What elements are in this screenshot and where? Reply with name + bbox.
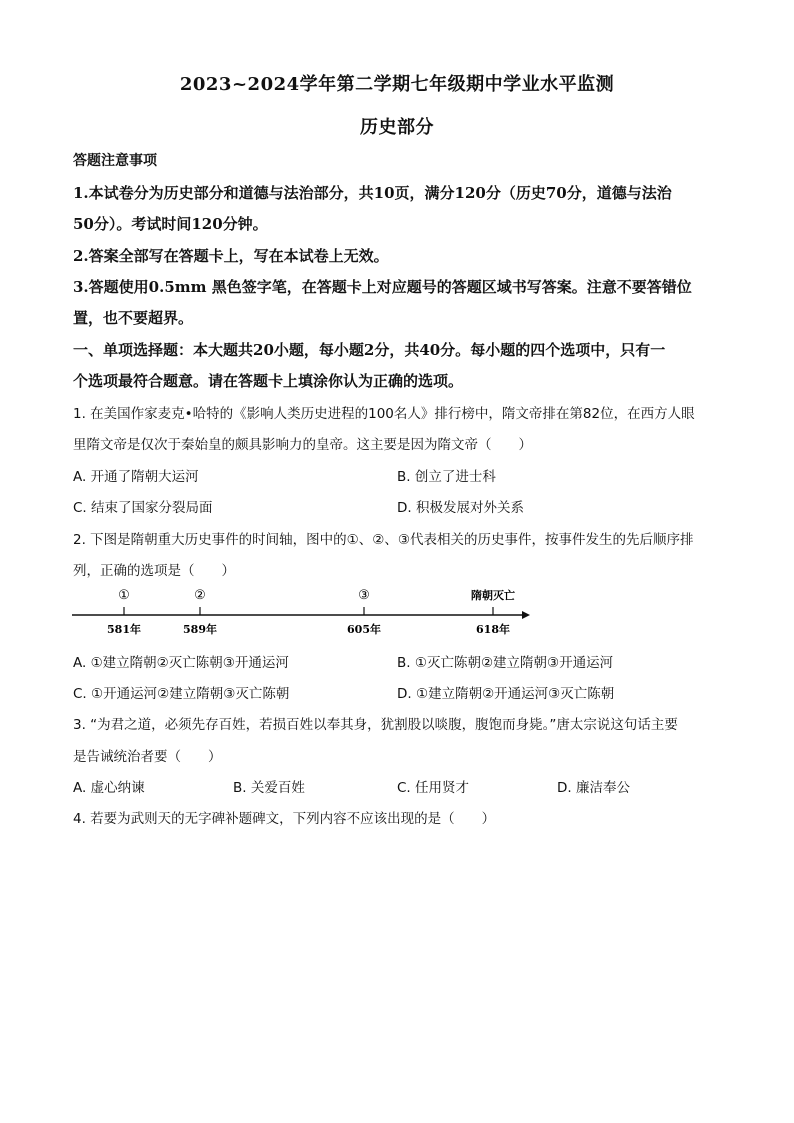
question-2-option-d[interactable]: D. ①建立隋朝②开通运河③灭亡陈朝: [397, 686, 615, 702]
exam-subtitle: 历史部分: [360, 117, 434, 138]
notice-item-3-line-1: 3.答题使用0.5mm 黑色签字笔，在答题卡上对应题号的答题区域书写答案。注意不要答错位: [73, 278, 692, 296]
question-1-line-1: 1. 在美国作家麦克•哈特的《影响人类历史进程的100名人》排行榜中，隋文帝排在第82位，在西方人眼: [73, 406, 695, 422]
timeline-year-3: 605年: [347, 623, 381, 636]
notice-heading: 答题注意事项: [73, 153, 157, 169]
question-3-option-d[interactable]: D. 廉洁奉公: [557, 780, 630, 796]
question-1-option-c[interactable]: C. 结束了国家分裂局面: [73, 500, 213, 516]
question-1-option-b[interactable]: B. 创立了进士科: [397, 469, 496, 485]
exam-title: 2023~2024学年第二学期七年级期中学业水平监测: [179, 74, 615, 95]
question-2-line-2: 列，正确的选项是（ ）: [73, 563, 235, 579]
section-heading-line-1: 一、单项选择题：本大题共20小题，每小题2分，共40分。每小题的四个选项中，只有一: [73, 341, 666, 359]
question-1-option-d[interactable]: D. 积极发展对外关系: [397, 500, 524, 516]
notice-item-2: 2.答案全部写在答题卡上，写在本试卷上无效。: [73, 247, 389, 265]
notice-item-1-line-2: 50分）。考试时间120分钟。: [73, 215, 268, 233]
timeline-year-1: 581年: [107, 623, 141, 636]
question-3-option-c[interactable]: C. 任用贤才: [397, 780, 470, 796]
timeline-year-2: 589年: [183, 623, 217, 636]
timeline-marker-4: 隋朝灭亡: [471, 589, 515, 602]
question-2-option-a[interactable]: A. ①建立隋朝②灭亡陈朝③开通运河: [73, 655, 289, 671]
notice-item-3-line-2: 置，也不要超界。: [73, 309, 194, 327]
timeline-year-4: 618年: [476, 623, 510, 636]
question-3-option-b[interactable]: B. 关爱百姓: [233, 780, 305, 796]
question-1-option-a[interactable]: A. 开通了隋朝大运河: [73, 469, 199, 485]
section-heading-line-2: 个选项最符合题意。请在答题卡上填涂你认为正确的选项。: [73, 372, 464, 390]
notice-item-1-line-1: 1.本试卷分为历史部分和道德与法治部分，共10页，满分120分（历史70分，道德与法治: [73, 184, 672, 202]
question-3-line-1: 3. “为君之道，必须先存百姓，若损百姓以奉其身，犹割股以啖腹，腹饱而身毙。”唐太宗说这句话主要: [73, 717, 678, 733]
timeline-marker-2: ②: [194, 588, 206, 603]
question-2-option-c[interactable]: C. ①开通运河②建立隋朝③灭亡陈朝: [73, 686, 290, 702]
question-3-option-a[interactable]: A. 虚心纳谏: [73, 780, 145, 796]
question-1-line-2: 里隋文帝是仅次于秦始皇的颇具影响力的皇帝。这主要是因为隋文帝（ ）: [73, 437, 532, 453]
timeline-arrowhead: [522, 611, 530, 619]
question-3-line-2: 是告诫统治者要（ ）: [73, 749, 222, 765]
question-4-line-1: 4. 若要为武则天的无字碑补题碑文，下列内容不应该出现的是（ ）: [73, 811, 496, 827]
timeline-marker-1: ①: [118, 588, 130, 603]
sui-timeline-diagram: [70, 585, 540, 641]
timeline-marker-3: ③: [358, 588, 370, 603]
question-2-line-1: 2. 下图是隋朝重大历史事件的时间轴，图中的①、②、③代表相关的历史事件，按事件发生的先后顺序排: [73, 532, 694, 548]
question-2-option-b[interactable]: B. ①灭亡陈朝②建立隋朝③开通运河: [397, 655, 614, 671]
